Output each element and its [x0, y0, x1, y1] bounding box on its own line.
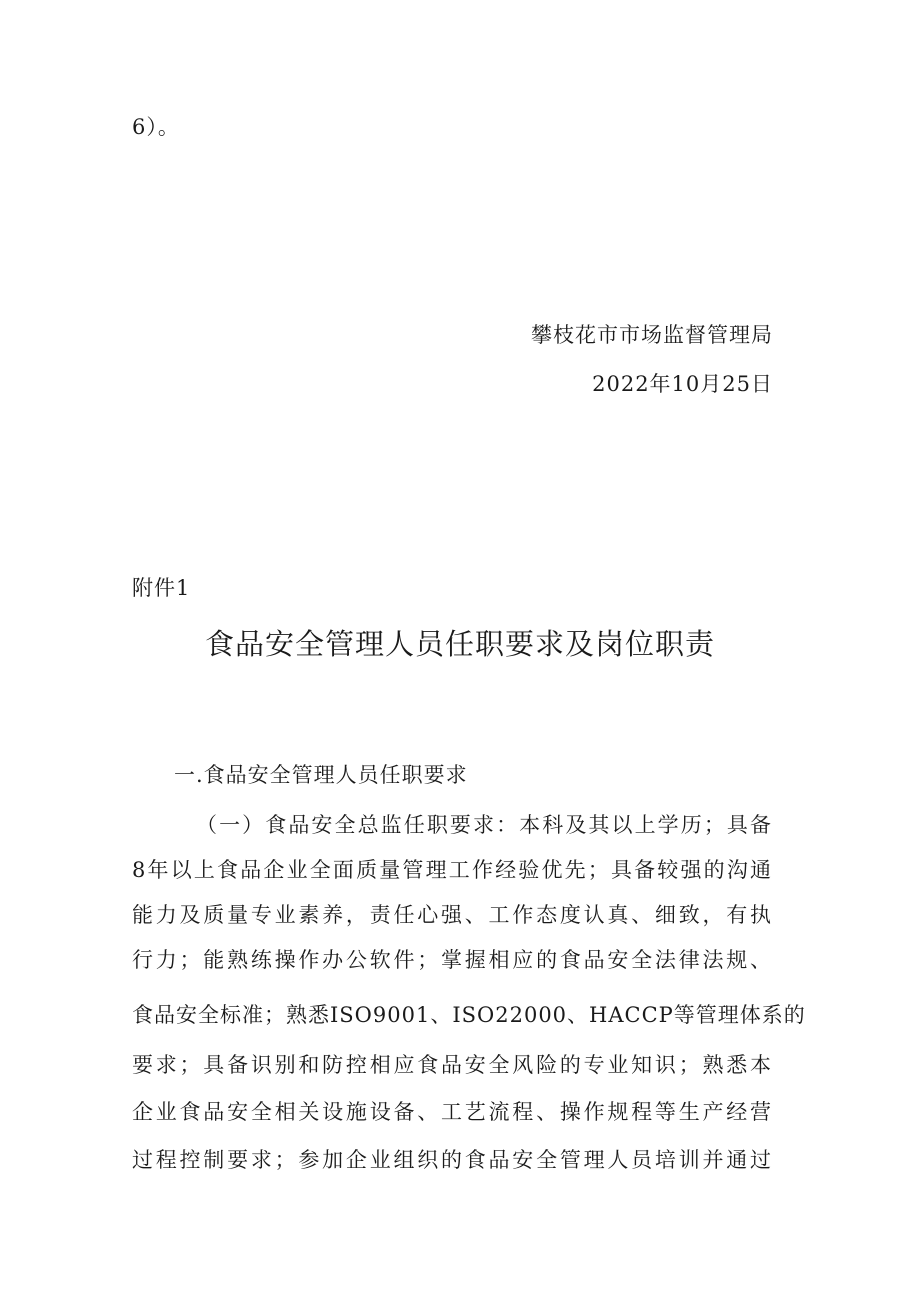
paragraph-line: 能力及质量专业素养，责任心强、工作态度认真、细致，有执 [132, 903, 772, 927]
paragraph-line: 食品安全标准；熟悉ISO9001、ISO22000、HACCP等管理体系的 [132, 1003, 806, 1027]
paragraph-line: 行力；能熟练操作办公软件；掌握相应的食品安全法律法规、 [132, 948, 772, 972]
paragraph-line: （一）食品安全总监任职要求：本科及其以上学历；具备 [196, 813, 772, 837]
section-heading: 一.食品安全管理人员任职要求 [174, 763, 468, 787]
paragraph-line: 过程控制要求；参加企业组织的食品安全管理人员培训并通过 [132, 1148, 772, 1172]
issuing-organization: 攀枝花市市场监督管理局 [531, 323, 773, 347]
paragraph-line: 要求；具备识别和防控相应食品安全风险的专业知识；熟悉本 [132, 1053, 772, 1077]
paragraph-line: 8年以上食品企业全面质量管理工作经验优先；具备较强的沟通 [132, 858, 772, 882]
attachment-title: 食品安全管理人员任职要求及岗位职责 [204, 627, 715, 661]
issue-date: 2022年10月25日 [592, 372, 773, 396]
previous-text-tail: 6）。 [132, 115, 180, 139]
paragraph-line: 企业食品安全相关设施设备、工艺流程、操作规程等生产经营 [132, 1100, 772, 1124]
attachment-label: 附件1 [132, 576, 191, 600]
